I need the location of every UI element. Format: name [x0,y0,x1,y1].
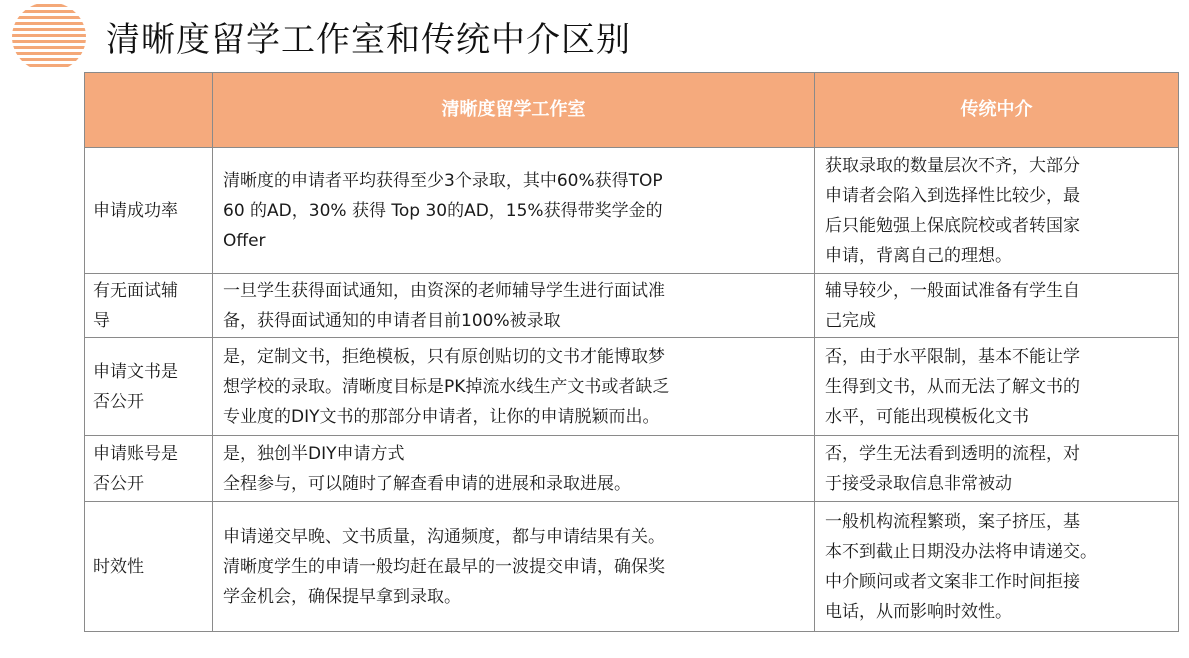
row-label-cell [85,274,213,338]
cell-text-line: 申请者会陷入到选择性比较少，最 [825,185,1080,206]
studio-cell [213,148,815,274]
header-cell-studio: 清晰度留学工作室 [213,73,815,148]
cell-text-line: 生得到文书，从而无法了解文书的 [825,376,1080,397]
cell-text-line: 想学校的录取。清晰度目标是PK掉流水线生产文书或者缺乏 [223,376,670,397]
cell-text-line: 否，学生无法看到透明的流程，对 [825,443,1080,464]
cell-text-line: 清晰度的申请者平均获得至少3个录取，其中60%获得TOP [223,170,663,191]
cell-text-line: 备，获得面试通知的申请者目前100%被录取 [223,310,561,331]
cell-text-line: 申请，背离自己的理想。 [825,245,1012,266]
row-label-cell [85,338,213,436]
header-cell-agency: 传统中介 [815,73,1179,148]
cell-text-line: 否公开 [93,391,144,412]
table-row [85,502,1179,632]
cell-text-line: 申请文书是 [93,361,178,382]
agency-cell [815,436,1179,502]
agency-cell [815,502,1179,632]
cell-text-line: 后只能勉强上保底院校或者转国家 [825,215,1080,236]
cell-text-line: 申请递交早晚、文书质量，沟通频度，都与申请结果有关。 [223,526,665,547]
cell-text-line: 学金机会，确保提早拿到录取。 [223,586,461,607]
row-label-cell [85,436,213,502]
cell-text-line: 于接受录取信息非常被动 [825,473,1012,494]
cell-text-line: 一般机构流程繁琐，案子挤压，基 [825,511,1080,532]
agency-cell [815,338,1179,436]
decorative-striped-circle [12,2,86,72]
table-row [85,436,1179,502]
cell-text-line: 电话，从而影响时效性。 [825,601,1012,622]
agency-cell [815,148,1179,274]
table-row [85,274,1179,338]
cell-text-line: 是，定制文书，拒绝模板，只有原创贴切的文书才能博取梦 [223,346,665,367]
studio-cell [213,502,815,632]
cell-text-line: 本不到截止日期没办法将申请递交。 [825,541,1097,562]
cell-text-line: Offer [223,230,266,251]
cell-text-line: 申请账号是 [93,443,178,464]
cell-text-line: 己完成 [825,310,876,331]
cell-text-line: 导 [93,310,110,331]
cell-text-line: 水平，可能出现模板化文书 [825,406,1029,427]
cell-text-line: 辅导较少，一般面试准备有学生自 [825,280,1080,301]
cell-text-line: 60 的AD，30% 获得 Top 30的AD，15%获得带奖学金的 [223,200,663,221]
cell-text-line: 一旦学生获得面试通知，由资深的老师辅导学生进行面试准 [223,280,665,301]
comparison-table [84,72,1179,632]
cell-text-line: 专业度的DIY文书的那部分申请者，让你的申请脱颖而出。 [223,406,660,427]
studio-cell [213,274,815,338]
row-label-cell [85,148,213,274]
cell-text-line: 否公开 [93,473,144,494]
cell-text-line: 时效性 [93,556,144,577]
cell-text-line: 中介顾问或者文案非工作时间拒接 [825,571,1080,592]
cell-text-line: 是，独创半DIY申请方式 [223,443,405,464]
cell-text-line: 申请成功率 [93,200,178,221]
studio-cell [213,436,815,502]
cell-text-line: 否，由于水平限制，基本不能让学 [825,346,1080,367]
row-label-cell [85,502,213,632]
header-cell-empty [85,73,213,148]
table-header-row [85,73,1179,148]
table-row [85,338,1179,436]
table-row [85,148,1179,274]
page-title: 清晰度留学工作室和传统中介区别 [106,20,631,60]
agency-cell [815,274,1179,338]
cell-text-line: 有无面试辅 [93,280,178,301]
studio-cell [213,338,815,436]
cell-text-line: 获取录取的数量层次不齐，大部分 [825,155,1080,176]
cell-text-line: 清晰度学生的申请一般均赶在最早的一波提交申请，确保奖 [223,556,665,577]
cell-text-line: 全程参与，可以随时了解查看申请的进展和录取进展。 [223,473,631,494]
